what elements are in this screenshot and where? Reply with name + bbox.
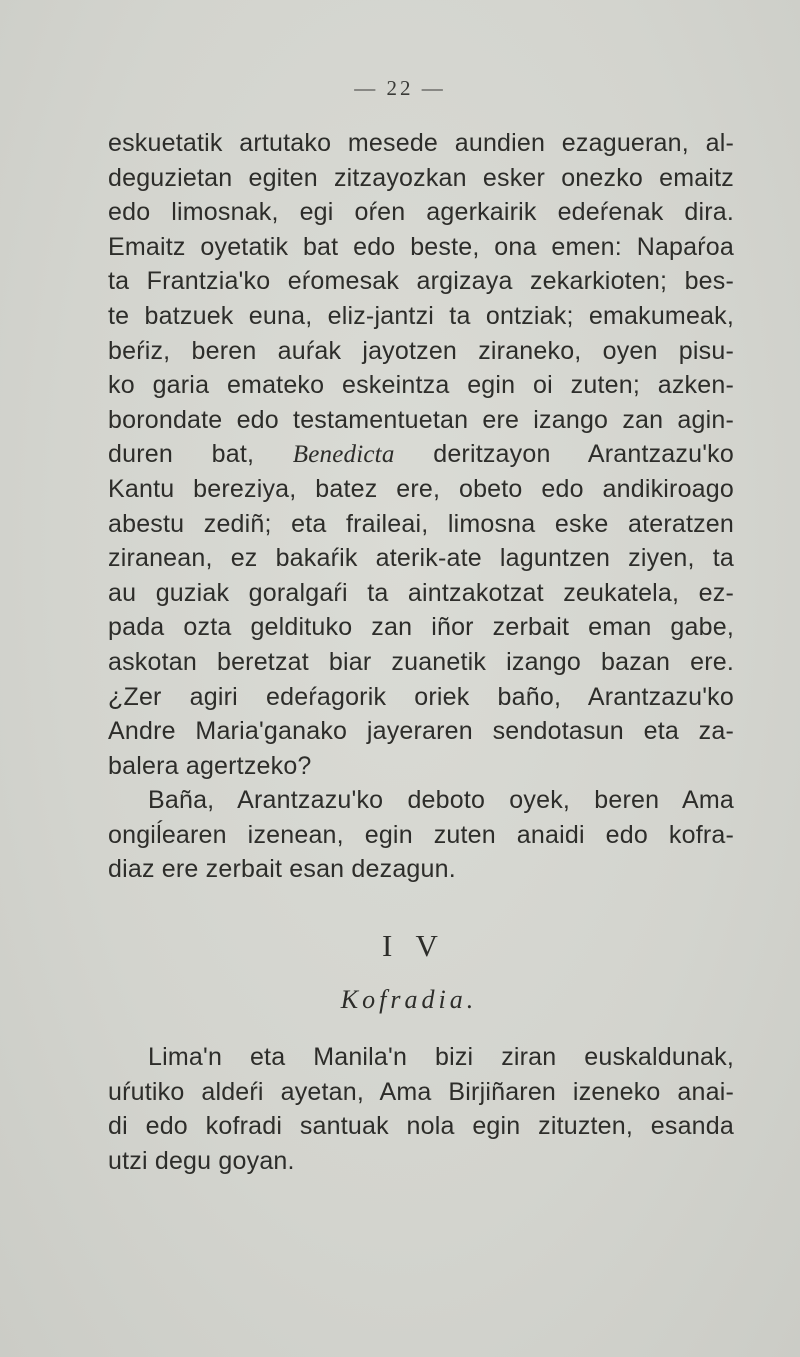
text-line: uŕutiko aldeŕi ayetan, Ama Birjiñaren izeneko anai- <box>108 1077 734 1106</box>
text-line: diaz ere zerbait esan dezagun. <box>108 855 456 884</box>
text-line: askotan beretzat biar zuanetik izango bazan ere. <box>108 647 734 676</box>
section-title: Kofradia. <box>340 985 478 1014</box>
text-line: te batzuek euna, eliz-jantzi ta ontziak; emakumeak, <box>108 301 734 330</box>
text-line: abestu zediñ; eta fraileai, limosna eske ateratzen <box>108 509 734 538</box>
text-line: edo limosnak, egi oŕen agerkairik edeŕenak dira. <box>108 198 734 227</box>
italic-word: Benedicta <box>292 441 395 469</box>
text-line: beŕiz, beren auŕak jayotzen ziraneko, oyen pisu- <box>108 336 734 365</box>
text-line: Andre Maria'ganako jayeraren sendotasun eta za- <box>108 717 734 746</box>
section-number: I V <box>382 928 446 963</box>
text-line: balera agertzeko? <box>108 751 312 780</box>
text-line: di edo kofradi santuak nola egin zituzten, esanda <box>108 1112 734 1141</box>
text-line: borondate edo testamentuetan ere izango zan agin- <box>108 405 734 434</box>
text-line: Lima'n eta Manila'n bizi ziran euskaldunak, <box>148 1043 734 1071</box>
text-line: utzi degu goyan. <box>108 1146 295 1175</box>
text-line: Emaitz oyetatik bat edo beste, ona emen: Napaŕoa <box>108 232 734 261</box>
text-line: Baña, Arantzazu'ko deboto oyek, beren Ama <box>148 786 734 815</box>
text-line: pada ozta geldituko zan iñor zerbait eman gabe, <box>108 613 734 642</box>
text-block-top <box>108 126 734 887</box>
text-line: deguzietan egiten zitzayozkan esker onezko emaitz <box>108 163 734 192</box>
text-line: eskuetatik artutako mesede aundien ezagueran, al- <box>108 129 734 157</box>
text-line: ongiĺearen izenean, egin zuten anaidi edo kofra- <box>108 820 734 849</box>
text-line: ko garia emateko eskeintza egin oi zuten; azken- <box>108 371 734 400</box>
text-line: ¿Zer agiri edeŕagorik oriek baño, Arantzazu'ko <box>108 682 734 711</box>
text-fragment: duren bat, <box>108 440 293 469</box>
page-number: — 22 — <box>354 76 446 100</box>
text-line-with-italic <box>108 437 734 472</box>
text-line: au guziak goralgaŕi ta aintzakotzat zeukatela, ez- <box>108 578 734 607</box>
text-fragment: deritzayon Arantzazu'ko <box>394 440 734 469</box>
text-line: Kantu bereziya, batez ere, obeto edo andikiroago <box>108 474 734 503</box>
text-line: ziranean, ez bakaŕik aterik-ate laguntzen ziyen, ta <box>108 544 734 573</box>
text-line: ta Frantzia'ko eŕomesak argizaya zekarkioten; bes- <box>108 267 734 296</box>
text-block-bottom <box>108 1040 734 1178</box>
